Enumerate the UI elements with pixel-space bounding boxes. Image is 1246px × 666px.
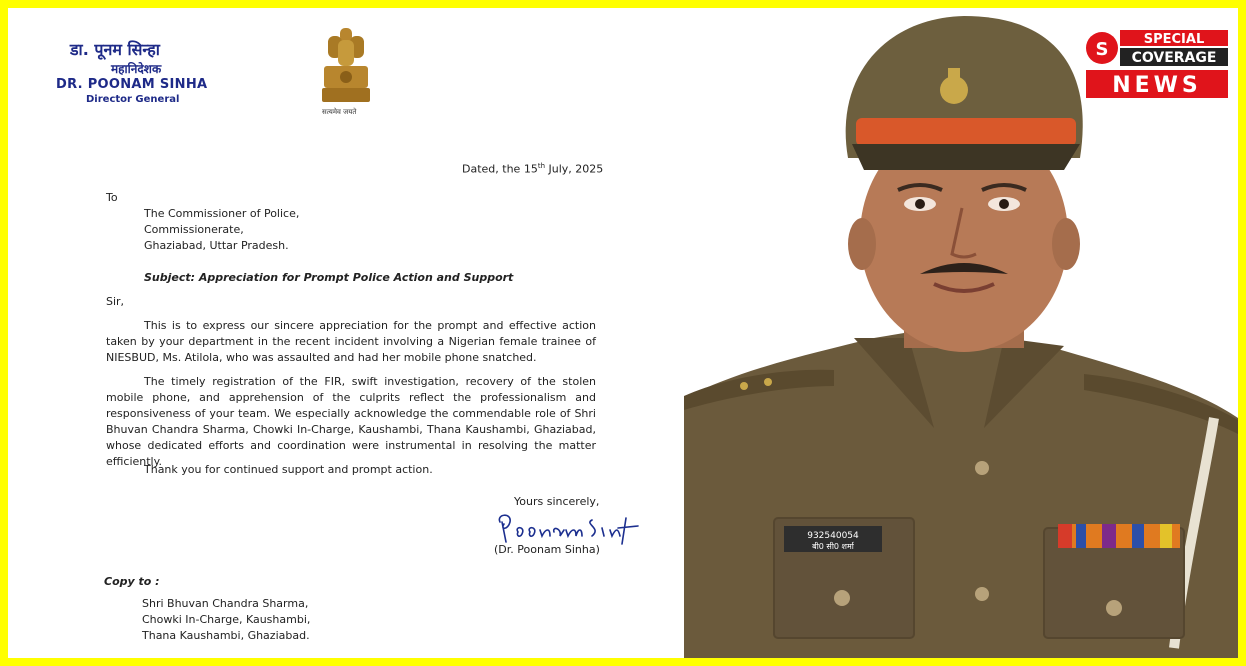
badge-name: बी0 सी0 शर्मा: [812, 542, 854, 551]
copy-to-line: Thana Kaushambi, Ghaziabad.: [142, 629, 310, 642]
salutation: Sir,: [106, 295, 125, 308]
letterhead-designation-hindi: महानिदेशक: [111, 62, 162, 76]
address-line: Commissionerate,: [144, 223, 244, 236]
logo-line2: COVERAGE: [1131, 50, 1217, 66]
letter-paragraph-2: The timely registration of the FIR, swift investigation, recovery of the stolen mobile phone, and apprehension of the culprits reflect the professionalism and responsiveness of your team. We especially acknowledge the commendable role of Shri Bhuvan Chandra Sharma, Chowki In-Charge, Kaushambi, Thana Kaushambi, Ghaziabad, whose dedicated efforts and coordination were instrumental in resolving the matter efficiently.: [106, 375, 596, 468]
letterhead-designation-english: Director General: [86, 94, 180, 105]
badge-number: 932540054: [807, 531, 859, 541]
copy-to-line: Shri Bhuvan Chandra Sharma,: [142, 597, 309, 610]
handwritten-signature: [492, 510, 642, 546]
closing: Yours sincerely,: [514, 495, 600, 508]
letterhead-name-english: DR. POONAM SINHA: [56, 77, 208, 92]
letter-paragraph-3: Thank you for continued support and prompt action.: [144, 463, 433, 476]
officer-portrait: [684, 8, 1238, 658]
letterhead-name-hindi: डा. पूनम सिन्हा: [70, 40, 160, 59]
copy-to-label: Copy to :: [104, 575, 160, 588]
letter-date: Dated, the 15th July, 2025: [462, 162, 604, 176]
logo-line1: SPECIAL: [1143, 32, 1205, 47]
letter-paragraph-1: This is to express our sincere appreciation for the prompt and effective action taken by your department in the recent incident involving a Nigerian female trainee of NIESBUD, Ms. Atilola, who was assaulted and had her mobile phone snatched.: [106, 319, 596, 364]
logo-line3: NEWS: [1112, 73, 1202, 98]
letter-subject: Subject: Appreciation for Prompt Police Action and Support: [144, 271, 514, 284]
to-label: To: [106, 191, 118, 204]
special-coverage-news-logo: [1084, 26, 1230, 102]
address-line: The Commissioner of Police,: [144, 207, 300, 220]
national-emblem-icon: [314, 22, 378, 122]
image-frame: [8, 8, 1238, 658]
address-line: Ghaziabad, Uttar Pradesh.: [144, 239, 289, 252]
svg-text:S: S: [1095, 39, 1109, 60]
signatory-name: (Dr. Poonam Sinha): [494, 543, 600, 556]
copy-to-line: Chowki In-Charge, Kaushambi,: [142, 613, 311, 626]
emblem-motto: सत्यमेव जयते: [322, 108, 357, 116]
officer-photo: [684, 8, 1238, 658]
appreciation-letter: [8, 8, 684, 658]
